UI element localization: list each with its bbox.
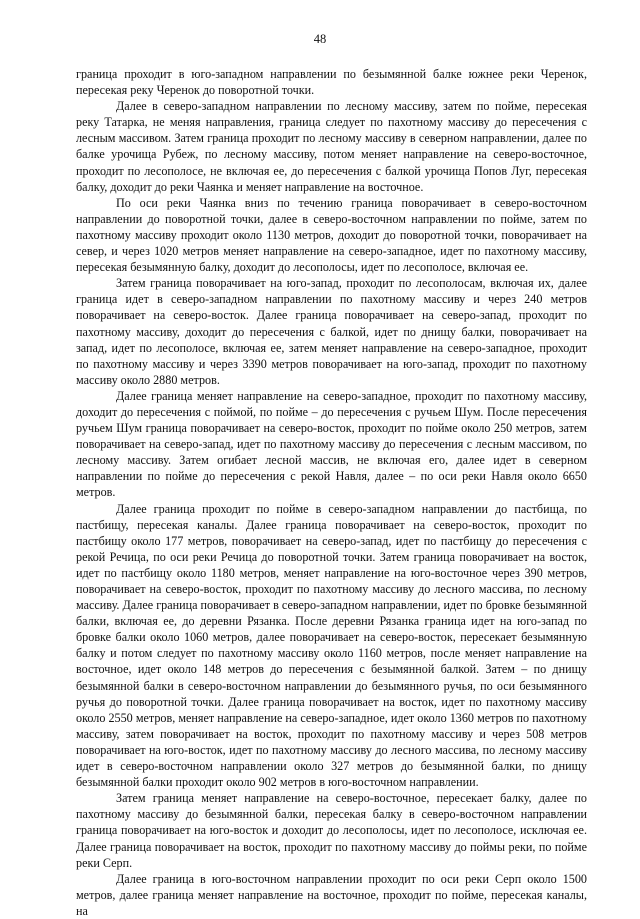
- paragraph: Далее граница в юго-восточном направлении проходит по оси реки Серп около 1500 метров, далее граница меняет направление на восточное, проходит по пойме, пересекая каналы, на: [76, 871, 587, 918]
- page-number: 48: [313, 32, 327, 46]
- body-text: [76, 66, 587, 919]
- paragraph: Затем граница меняет направление на северо-восточное, пересекает балку, далее по пахотному массиву до безымянной балки, пересекая балку в северо-восточном направлении граница поворачивает на юго-восток и доходит до лесополосы, идет по лесополосе, исключая ее. Далее граница поворачивает на восток, проходит по пахотному массиву до поймы реки, по пойме реки Серп.: [76, 791, 587, 870]
- paragraph: По оси реки Чаянка вниз по течению граница поворачивает в северо-восточном направлении до поворотной точки, далее в северо-восточном направлении по пойме, затем по пахотному массиву проходит около 1130 метров, доходит до поворотной точки, поворачивает на север, и через 1020 метров меняет направление на северо-западное, идет по пахотному массиву, пересекая безымянную балку, доходит до лесополосы, идет по лесополосе, включая ее.: [76, 195, 587, 275]
- paragraph: Далее граница проходит по пойме в северо-западном направлении до пастбища, по пастбищу, пересекая каналы. Далее граница поворачивает на северо-восток, проходит по пастбищу около 177 метров, поворачивает на северо-запад, идет по пастбищу до пересечения с рекой Речица, по оси реки Речица до поворотной точки. Затем граница поворачивает на восток, идет по пастбищу около 1180 метров, меняет направление на юго-восточное через 390 метров, поворачивает на северо-восток, проходит по пахотному массиву до лесного массива, по лесному массиву. Далее граница поворачивает в северо-западном направлении, идет по бровке безымянной балки, включая ее, до деревни Рязанка. После деревни Рязанка граница идет на юго-запад по бровке балки около 1060 метров, далее поворачивает на северо-восток, пересекает безымянную балку и потом следует по пахотному массиву около 1160 метров, после меняет направление на восточное, идет около 148 метров до пересечения с безымянной балкой. Затем – по днищу безымянной балки в северо-восточном направлении до безымянного ручья, по оси безымянного ручья до поворотной точки. Далее граница поворачивает на восток, идет по пахотному массиву около 2550 метров, меняет направление на северо-западное, идет около 1360 метров по пахотному массиву, затем поворачивает на восток, проходит по пахотному массиву и через 508 метров поворачивает на юго-восток, идет по пахотному массиву до лесного массива, по лесному массиву идет в северо-восточном направлении около 327 метров до безымянной балки, по днищу безымянной балки проходит около 902 метров в юго-восточном направлении.: [76, 501, 587, 790]
- paragraph: Затем граница поворачивает на юго-запад, проходит по лесополосам, включая их, далее граница идет в северо-западном направлении по пахотному массиву и через 240 метров поворачивает на северо-восток. Далее граница поворачивает на северо-запад, проходит по пахотному массиву, доходит до пересечения с балкой, идет по днищу балки, поворачивает на запад, идет по лесополосе, включая ее, затем меняет направление на северо-западное, проходит по пахотному массиву и через 3390 метров поворачивает на юго-запад, проходит по пахотному массиву около 2880 метров.: [76, 276, 587, 387]
- paragraph: граница проходит в юго-западном направлении по безымянной балке южнее реки Черенок, пересекая реку Черенок до поворотной точки.: [76, 67, 587, 98]
- paragraph: Далее в северо-западном направлении по лесному массиву, затем по пойме, пересекая реку Татарка, не меняя направления, граница следует по пахотному массиву до пересечения с лесным массивом. Затем граница проходит по лесному массиву в северном направлении, далее по балке урочища Рубеж, по лесному массиву, потом меняет направление на северо-восточное, проходит по лесополосе, не включая ее, до пересечения с балкой урочища Попов Луг, пересекая балку, доходит до реки Чаянка и меняет направление на восточное.: [76, 99, 587, 194]
- paragraph: Далее граница меняет направление на северо-западное, проходит по пахотному массиву, доходит до пересечения с поймой, по пойме – до пересечения с ручьем Шум. После пересечения ручьем Шум граница поворачивает на северо-восток, проходит по пойме около 250 метров, затем поворачивает на северо-запад, идет по пахотному массиву до пересечения с лесным массивом, по лесному массиву. Затем огибает лесной массив, не включая его, далее идет в северном направлении по пойме до пересечения с рекой Навля, далее – по оси реки Навля около 6650 метров.: [76, 388, 587, 500]
